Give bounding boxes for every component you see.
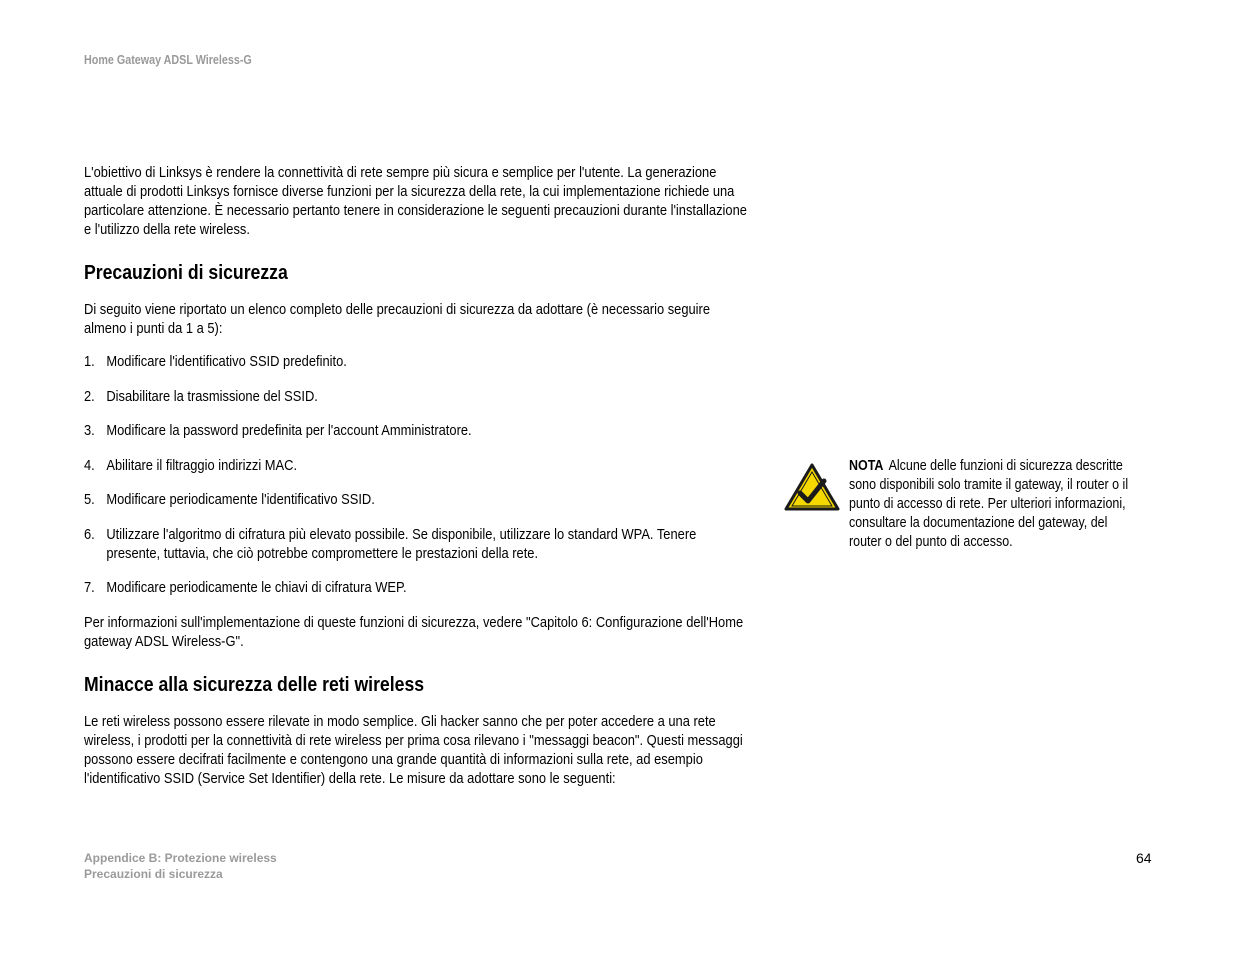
note-box <box>849 457 1141 552</box>
list-item-text: Abilitare il filtraggio indirizzi MAC. <box>106 456 298 474</box>
list-item-text: Modificare periodicamente l'identificativo SSID. <box>106 491 375 508</box>
list-item-text: Modificare periodicamente le chiavi di cifratura WEP. <box>106 579 407 596</box>
main-content <box>84 163 753 788</box>
page-number: 64 <box>1136 850 1152 866</box>
list-item-text: Modificare la password predefinita per l'account Amministratore. <box>106 422 472 439</box>
list-item-text: Disabilitare la trasmissione del SSID. <box>106 387 318 405</box>
list-item-text: Utilizzare l'algoritmo di cifratura più elevato possibile. Se disponibile, utilizzare lo standard WPA. Tenere presente, tuttavia, che ciò potrebbe compromettere le prestazioni della rete. <box>106 525 697 562</box>
warning-check-icon <box>784 463 840 511</box>
list-item <box>84 456 753 475</box>
list-item <box>84 525 753 563</box>
list-item-number: 4. <box>84 456 95 474</box>
section-heading-threats: Minacce alla sicurezza delle reti wireless <box>84 672 425 696</box>
list-item <box>84 490 753 509</box>
footer-section: Precauzioni di sicurezza <box>84 867 223 881</box>
note-label: NOTA <box>849 458 884 474</box>
list-item-number: 7. <box>84 579 95 596</box>
list-item <box>84 421 753 440</box>
intro-paragraph: L'obiettivo di Linksys è rendere la connettività di rete sempre più sicura e semplice per l'utente. La generazione attuale di prodotti Linksys fornisce diverse funzioni per la sicurezza della rete, la cui implementazione richiede una particolare attenzione. È necessario pertanto tenere in considerazione le seguenti precauzioni durante l'installazione e l'utilizzo della rete wireless. <box>84 164 747 238</box>
list-item <box>84 387 753 406</box>
list-item-number: 5. <box>84 491 95 508</box>
running-footer <box>84 850 277 882</box>
precautions-lead: Di seguito viene riportato un elenco completo delle precauzioni di sicurezza da adottare (è necessario seguire almeno i punti da 1 a 5): <box>84 301 711 337</box>
list-item-number: 2. <box>84 387 95 405</box>
list-item-number: 1. <box>84 353 95 370</box>
list-item <box>84 352 753 371</box>
running-header: Home Gateway ADSL Wireless-G <box>84 53 252 67</box>
footer-chapter: Appendice B: Protezione wireless <box>84 851 277 865</box>
list-item-number: 3. <box>84 422 95 439</box>
list-item <box>84 578 753 597</box>
threats-paragraph: Le reti wireless possono essere rilevate in modo semplice. Gli hacker sanno che per poter accedere a una rete wireless, i prodotti per la connettività di rete wireless per prima cosa rilevano i "messaggi beacon". Questi messaggi possono essere decifrati facilmente e contengono una grande quantità di informazioni sulla rete, ad esempio l'identificativo SSID (Service Set Identifier) della rete. Le misure da adottare sono le seguenti: <box>84 712 743 787</box>
list-item-number: 6. <box>84 525 95 543</box>
list-item-text: Modificare l'identificativo SSID predefinito. <box>106 353 347 370</box>
precautions-list <box>84 352 753 597</box>
section-heading-precautions: Precauzioni di sicurezza <box>84 261 288 284</box>
note-text: Alcune delle funzioni di sicurezza descritte sono disponibili solo tramite il gateway, il router o il punto di accesso di rete. Per ulteriori informazioni, consultare la documentazione del gateway, del router o del punto di accesso. <box>849 458 1129 550</box>
precautions-reference: Per informazioni sull'implementazione di queste funzioni di sicurezza, vedere "Capitolo 6: Configurazione dell'Home gateway ADSL Wireless-G". <box>84 613 744 650</box>
